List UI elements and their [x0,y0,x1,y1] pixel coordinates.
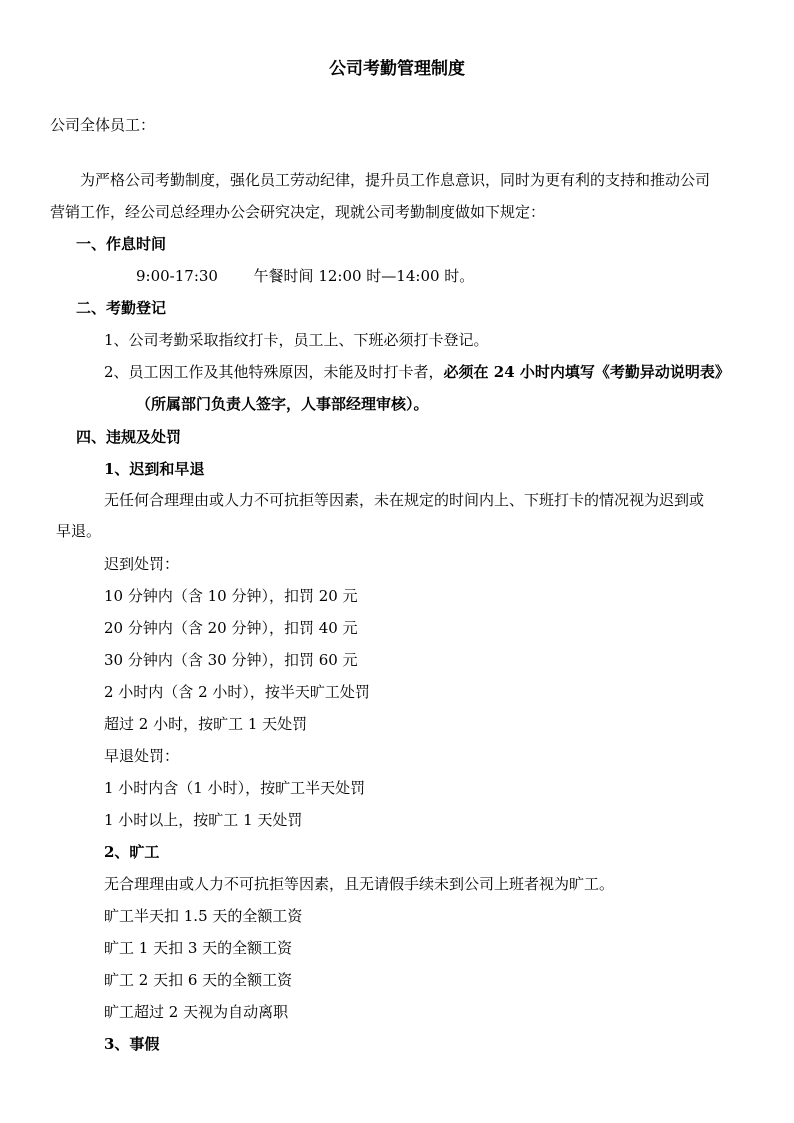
work-hours: 9:00-17:30 [136,267,218,285]
section-heading-work-hours: 一、作息时间 [76,235,167,253]
late-penalty-label: 迟到处罚： [104,555,180,573]
absence-rule: 旷工 1 天扣 3 天的全额工资 [104,939,293,957]
late-early-desc-line-1: 无任何合理理由或人力不可抗拒等因素，未在规定的时间内上、下班打卡的情况视为迟到或 [104,491,705,509]
late-rule: 20 分钟内（含 20 分钟），扣罚 40 元 [104,619,358,637]
late-rule: 2 小时内（含 2 小时），按半天旷工处罚 [104,683,370,701]
document-title: 公司考勤管理制度 [329,59,465,79]
early-leave-rule: 1 小时内含（1 小时），按旷工半天处罚 [104,779,366,797]
section-heading-attendance-registration: 二、考勤登记 [76,299,167,317]
early-leave-penalty-label: 早退处罚： [104,747,180,765]
early-leave-rule: 1 小时以上，按旷工 1 天处罚 [104,811,303,829]
registration-item-2-emphasis: 必须在 24 小时内填写《考勤异动说明表》 [443,363,730,381]
salutation: 公司全体员工： [50,116,156,134]
late-rule: 30 分钟内（含 30 分钟），扣罚 60 元 [104,651,358,669]
subsection-heading-absence: 2、旷工 [104,843,160,861]
absence-desc: 无合理理由或人力不可抗拒等因素，且无请假手续未到公司上班者视为旷工。 [104,875,615,893]
late-rule: 10 分钟内（含 10 分钟），扣罚 20 元 [104,587,358,605]
section-heading-violations: 四、违规及处罚 [76,428,182,446]
subsection-heading-late-early: 1、迟到和早退 [104,460,205,478]
absence-rule: 旷工 2 天扣 6 天的全额工资 [104,971,293,989]
lunch-hours: 午餐时间 12:00 时—14:00 时。 [253,267,475,285]
subsection-heading-personal-leave: 3、事假 [104,1035,160,1053]
intro-line-2: 营销工作，经公司总经理办公会研究决定，现就公司考勤制度做如下规定： [50,203,546,221]
late-early-desc-line-2: 早退。 [56,522,102,540]
absence-rule: 旷工超过 2 天视为自动离职 [104,1003,289,1021]
registration-item-1: 1、公司考勤采取指纹打卡，员工上、下班必须打卡登记。 [104,331,489,349]
work-hours-line [136,266,474,286]
absence-rule: 旷工半天扣 1.5 天的全额工资 [104,907,303,925]
late-rule: 超过 2 小时，按旷工 1 天处罚 [104,715,308,733]
intro-line-1: 为严格公司考勤制度，强化员工劳动纪律，提升员工作息意识，同时为更有利的支持和推动公司 [80,171,711,189]
registration-item-2-text: 2、员工因工作及其他特殊原因，未能及时打卡者， [104,363,444,381]
registration-item-2-continuation: （所属部门负责人签字，人事部经理审核）。 [136,395,429,413]
registration-item-2 [104,362,730,382]
